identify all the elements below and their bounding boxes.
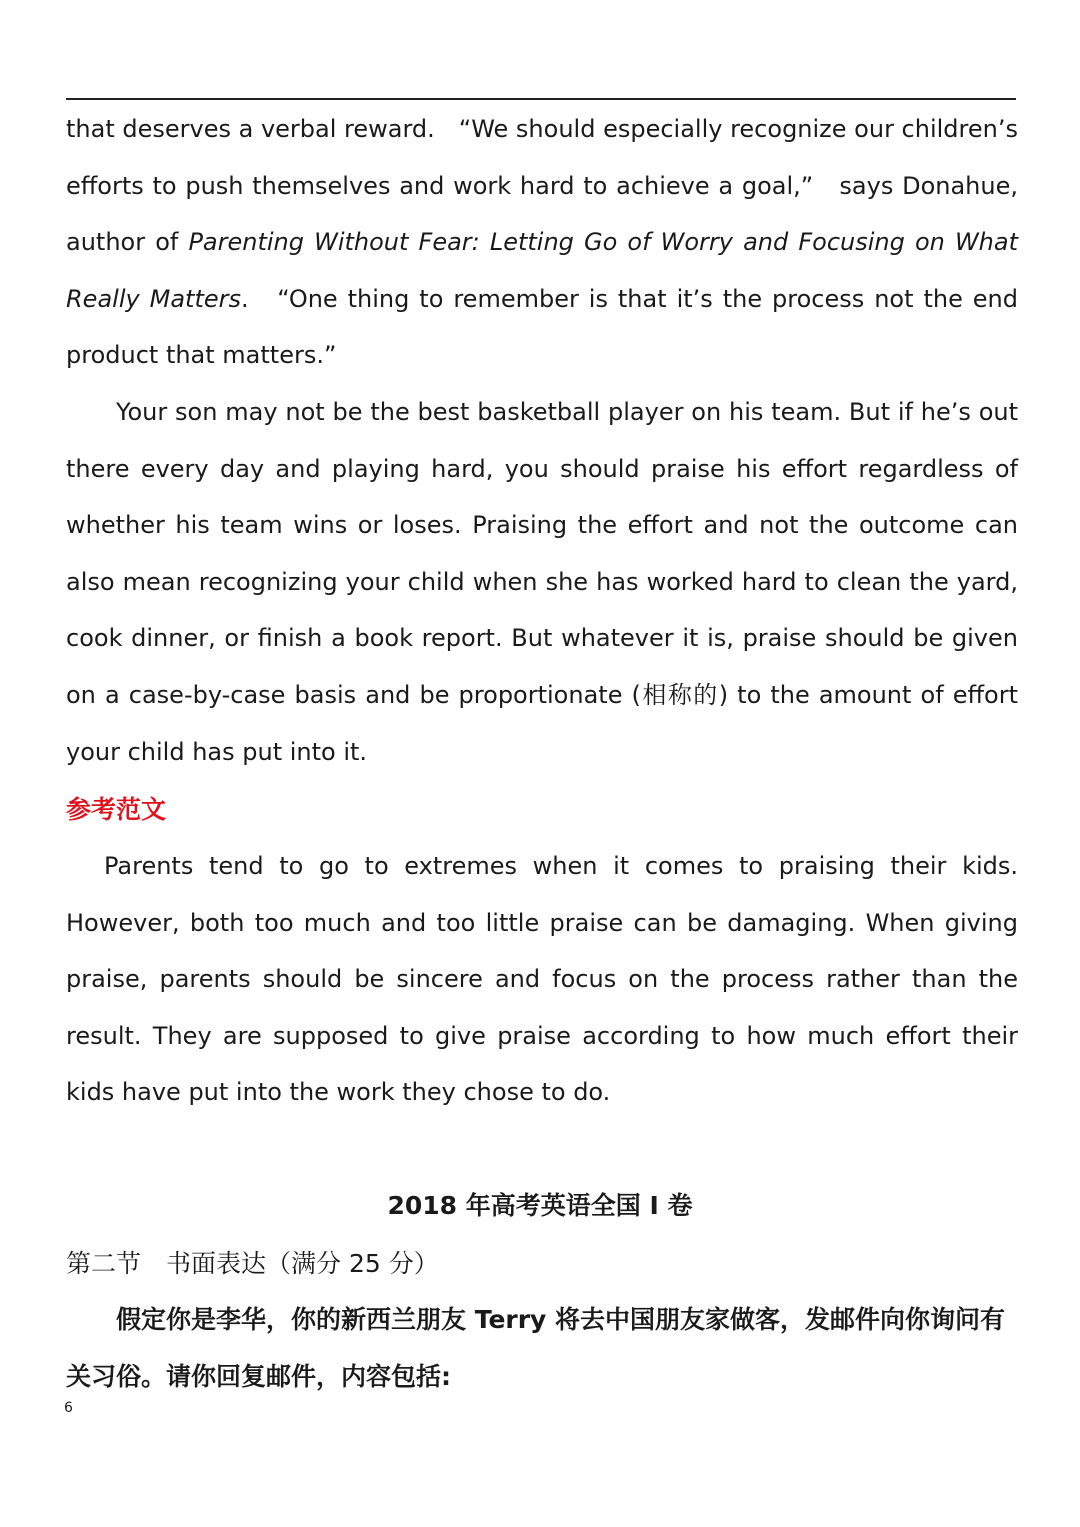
reference-essay [66, 838, 1018, 1121]
passage-paragraph-2: Your son may not be the best basketball player on his team. But if he’s out there every day and playing hard, you should praise his effort regardless of whether his team wins or loses. Praising the effort and not the outcome can also mean recognizing your child when she has worked hard to clean the yard, cook dinner, or finish a book report. But whatever it is, praise should be given on a case-by-case basis and be proportionate (相称的) to the amount of effort your child has put into it. [66, 397, 1018, 766]
book-title: Parenting Without Fear: Letting Go of Worry and Focusing on What Really Matters [66, 228, 1019, 313]
exam-title: 2018 年高考英语全国 I 卷 [387, 1191, 693, 1220]
passage [66, 101, 1018, 780]
passage-text-b: . “One thing to remember is that it’s the process not the end product that matters.” [66, 284, 1019, 370]
reference-heading: 参考范文 [66, 795, 167, 824]
top-rule [66, 98, 1016, 100]
reference-paragraph: Parents tend to go to extremes when it comes to praising their kids. However, both too much and too little praise can be damaging. When giving praise, parents should be sincere and focus on the process rather than the result. They are supposed to give praise according to how much effort their kids have put into the work they chose to do. [66, 852, 1018, 1107]
passage-text-a: that deserves a verbal reward. “We should especially recognize our children’s efforts to push themselves and work hard to achieve a goal,” says Donahue, author of [66, 115, 1018, 257]
page-number: 6 [64, 1400, 73, 1416]
section-heading: 第二节 书面表达（满分 25 分） [66, 1249, 439, 1278]
passage-paragraph-1 [66, 101, 1018, 384]
task-prompt: 假定你是李华，你的新西兰朋友 Terry 将去中国朋友家做客，发邮件向你询问有关习俗。请你回复邮件，内容包括: [66, 1305, 1006, 1391]
